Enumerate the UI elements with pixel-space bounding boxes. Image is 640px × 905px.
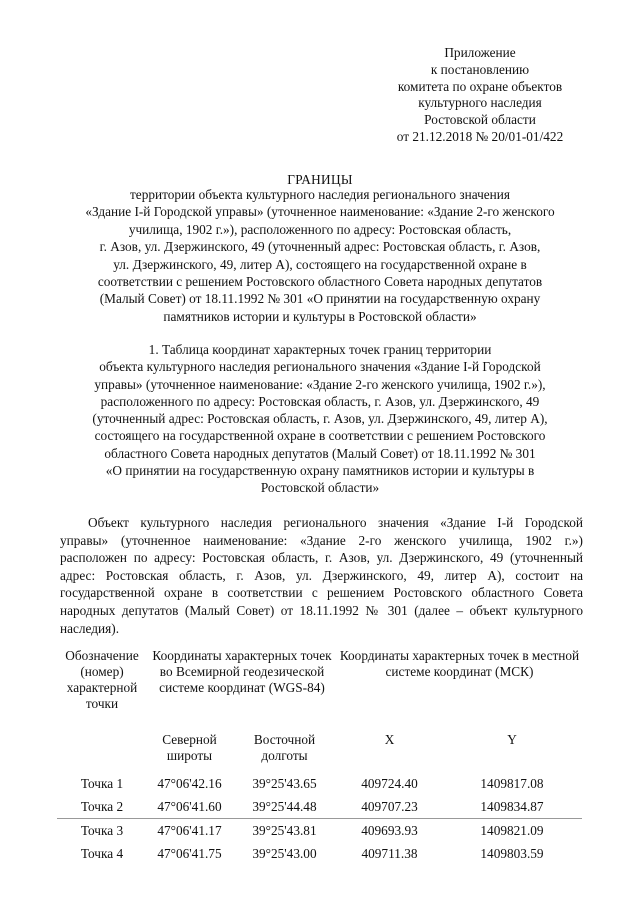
paragraph-line: наследия). (60, 620, 120, 636)
subtitle-line: памятников истории и культуры в Ростовской области» (163, 308, 477, 324)
paragraph-line: адрес: Ростовская область, г. Азов, ул. Дзержинского, 49, литер А), состоит на (60, 567, 583, 583)
table-row (57, 772, 582, 795)
section-heading-line: расположенного по адресу: Ростовская область, г. Азов, ул. Дзержинского, 49 (100, 393, 540, 409)
appendix-line: Ростовской области (424, 112, 536, 128)
section-heading-line: «О принятии на государственную охрану памятников истории и культуры в (105, 463, 535, 479)
paragraph-line: расположен по адресу: Ростовская область, г. Азов, ул. Дзержинского, 49 (уточненный (60, 550, 583, 566)
subtitle-line: г. Азов, ул. Дзержинского, 49 (уточненный адрес: Ростовская область, г. Азов, (99, 239, 541, 255)
paragraph-line: государственной охране в соответствии с решением Ростовского областного Совета (60, 585, 583, 601)
subheader-x: X (384, 732, 395, 747)
paragraph-line: Объект культурного наследия регионального значения «Здание I-й Городской (88, 515, 583, 530)
section-heading-line: объекта культурного наследия регионального значения «Здание I-й Городской (99, 359, 541, 375)
subheader-latitude: Северной широты (162, 732, 217, 763)
subheader-y: Y (507, 732, 517, 747)
subtitle-line: училища, 1902 г.»), расположенного по адресу: Ростовская область, (128, 221, 512, 237)
table-row (57, 819, 582, 843)
subheader-longitude: Восточной долготы (253, 732, 316, 763)
cell-latitude: 47°06'41.75 (157, 845, 222, 861)
description-paragraph (60, 514, 583, 637)
cell-x: 409693.93 (337, 819, 442, 843)
document-title: ГРАНИЦЫ (287, 172, 353, 187)
section-heading (60, 341, 580, 497)
subtitle-line: «Здание I-й Городской управы» (уточненное наименование: «Здание 2-го женского (85, 204, 555, 220)
cell-longitude: 39°25'43.65 (252, 775, 317, 791)
section-heading-line: состоящего на государственной охране в соответствии с решением Ростовского (94, 428, 546, 444)
appendix-line: Приложение (444, 45, 516, 60)
cell-x: 409711.38 (361, 845, 418, 861)
subtitle-line: ул. Дзержинского, 49, литер А), состоящего на государственной охране в (113, 256, 527, 272)
cell-longitude: 39°25'43.00 (252, 845, 317, 861)
header-msk: Координаты характерных точек в местной системе координат (МСК) (339, 648, 580, 679)
paragraph-line: народных депутатов (Малый Совет) от 18.11.1992 № 301 (далее – объект культурного (60, 602, 583, 618)
header-point-designation: Обозначение (номер) характерной точки (65, 648, 139, 711)
section-heading-line: 1. Таблица координат характерных точек границ территории (148, 342, 492, 357)
cell-latitude: 47°06'41.60 (157, 798, 222, 814)
coordinates-table (57, 648, 582, 865)
section-heading-line: Ростовской области» (260, 480, 380, 496)
section-heading-line: областного Совета народных депутатов (Малый Совет) от 18.11.1992 № 301 (104, 445, 536, 461)
cell-x: 409707.23 (361, 798, 418, 814)
cell-point: Точка 4 (80, 845, 124, 861)
header-wgs84: Координаты характерных точек во Всемирной геодезической системе координат (WGS-84) (152, 648, 332, 695)
cell-point: Точка 1 (80, 775, 124, 791)
cell-latitude: 47°06'41.17 (147, 819, 232, 843)
cell-latitude: 47°06'42.16 (157, 775, 222, 791)
subtitle-line: территории объекта культурного наследия регионального значения (129, 187, 511, 202)
cell-longitude: 39°25'44.48 (252, 798, 317, 814)
section-heading-line: (уточненный адрес: Ростовская область, г. Азов, ул. Дзержинского, 49, литер А), (92, 411, 548, 427)
cell-x: 409724.40 (361, 775, 418, 791)
cell-point: Точка 2 (80, 798, 124, 814)
cell-y: 1409803.59 (480, 845, 544, 861)
subtitle-line: соответствии с решением Ростовского областного Совета народных депутатов (97, 274, 543, 290)
appendix-line: культурного наследия (418, 95, 542, 111)
cell-y: 1409821.09 (442, 819, 582, 843)
section-heading-line: управы» (уточненное наименование: «Здание 2-го женского училища, 1902 г.»), (94, 376, 546, 392)
appendix-line: от 21.12.2018 № 20/01-01/422 (396, 128, 564, 144)
paragraph-line: управы» (уточненное наименование: «Здание 2-го женского училища, 1902 г.») (60, 532, 583, 548)
appendix-block (360, 45, 600, 146)
cell-y: 1409817.08 (480, 775, 544, 791)
document-subtitle (58, 186, 582, 325)
appendix-line: к постановлению (430, 61, 530, 77)
appendix-line: комитета по охране объектов (397, 78, 563, 94)
table-row (57, 795, 582, 819)
cell-point: Точка 3 (57, 819, 147, 843)
cell-y: 1409834.87 (480, 798, 544, 814)
cell-longitude: 39°25'43.81 (232, 819, 337, 843)
subtitle-line: (Малый Совет) от 18.11.1992 № 301 «О принятии на государственную охрану (99, 291, 541, 307)
table-row (57, 842, 582, 865)
